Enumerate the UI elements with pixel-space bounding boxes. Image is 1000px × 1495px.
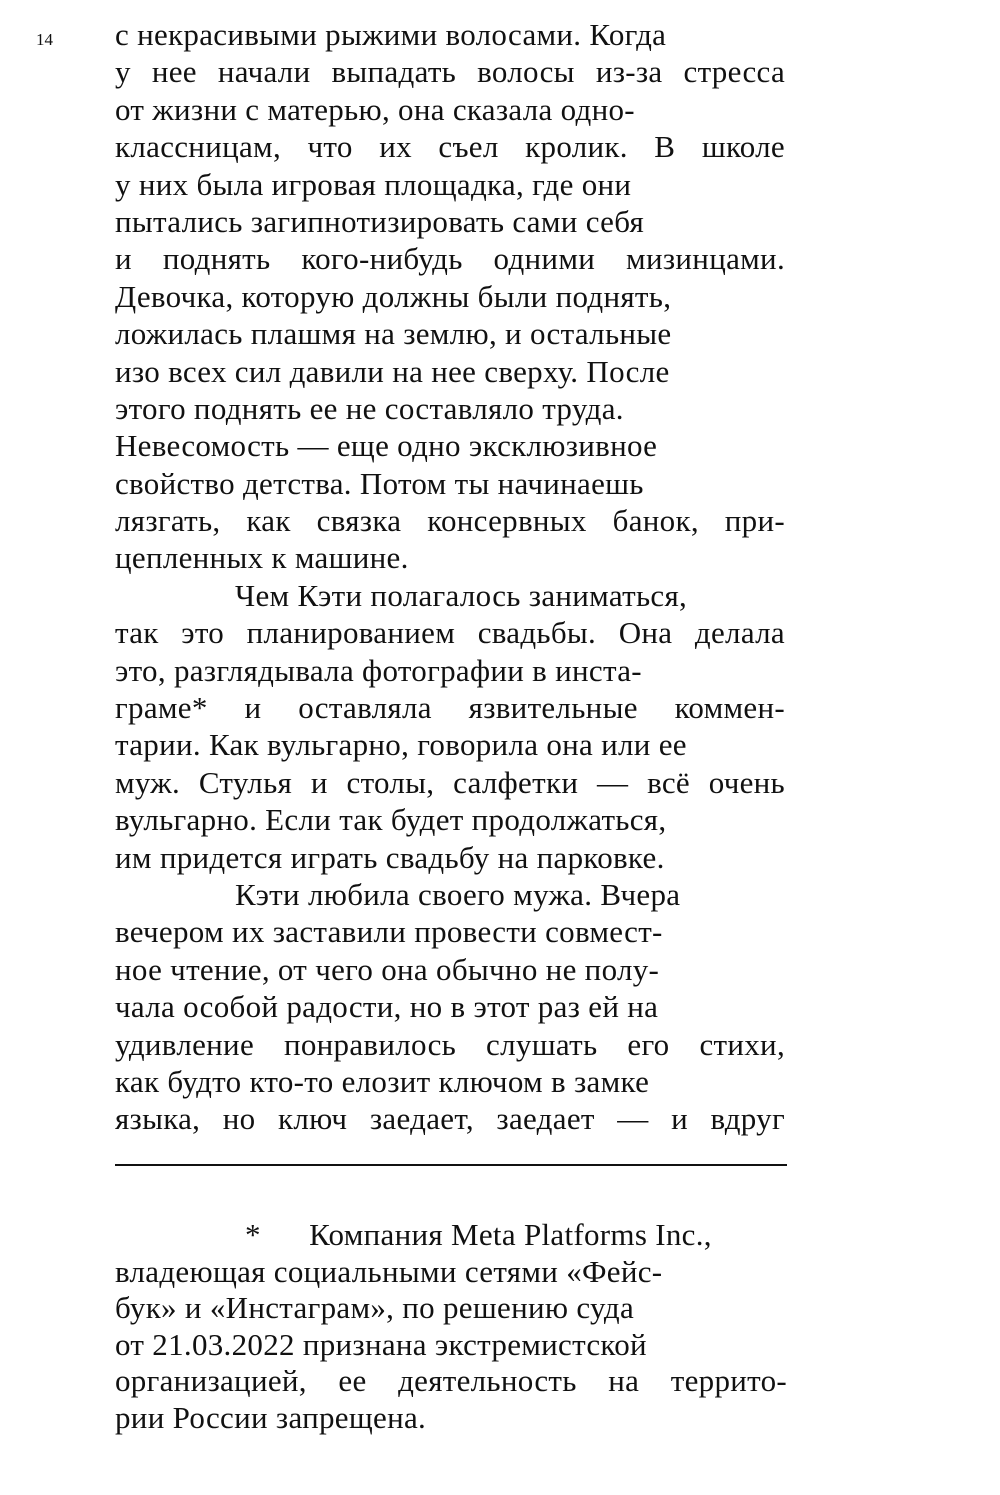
text-line: это, разглядывала фотографии в инста- <box>115 652 642 688</box>
text-line: и поднять кого-нибудь одними мизинцами. <box>115 241 785 277</box>
page-number: 14 <box>36 30 53 49</box>
text-line: свойство детства. Потом ты начинаешь <box>115 465 644 501</box>
text-line: у нее начали выпадать волосы из-за стресса <box>115 54 785 90</box>
text-line: чала особой радости, но в этот раз ей на <box>115 989 659 1025</box>
text-line: с некрасивыми рыжими волосами. Когда <box>115 17 667 52</box>
footnote-line: бук» и «Инстаграм», по решению суда <box>115 1290 635 1325</box>
footnote-line: * Компания Meta Platforms Inc., <box>245 1217 712 1252</box>
text-line: от жизни с матерью, она сказала одно- <box>115 91 635 127</box>
text-line: изо всех сил давили на нее сверху. После <box>115 353 670 389</box>
body-text <box>115 16 785 1138</box>
text-line: так это планированием свадьбы. Она делала <box>115 615 785 651</box>
text-line: граме* и оставляла язвительные коммен- <box>115 690 785 726</box>
text-line: Чем Кэти полагалось заниматься, <box>235 577 688 613</box>
footnote-line: рии России запрещена. <box>115 1399 427 1435</box>
text-line: тарии. Как вульгарно, говорила она или ее <box>115 727 687 763</box>
footnote-line: владеющая социальными сетями «Фейс- <box>115 1253 663 1289</box>
text-line: муж. Стулья и столы, салфетки — всё очень <box>115 764 785 800</box>
text-line: цепленных к машине. <box>115 540 409 576</box>
footnote-line: организацией, ее деятельность на террито- <box>115 1363 787 1398</box>
text-line: классницам, что их съел кролик. В школе <box>115 129 785 165</box>
text-line: как будто кто-то елозит ключом в замке <box>115 1063 650 1099</box>
text-line: им придется играть свадьбу на парковке. <box>115 839 665 875</box>
text-line: Кэти любила своего мужа. Вчера <box>235 876 681 912</box>
text-line: вечером их заставили провести совмест- <box>115 914 663 950</box>
text-line: этого поднять ее не составляло труда. <box>115 390 624 426</box>
text-line: ложилась плашмя на землю, и остальные <box>115 316 672 352</box>
text-line: вульгарно. Если так будет продолжаться, <box>115 802 667 838</box>
footnote-line: от 21.03.2022 признана экстремистской <box>115 1326 647 1362</box>
text-line: Невесомость — еще одно эксклюзивное <box>115 428 658 464</box>
text-line: ное чтение, от чего она обычно не полу- <box>115 951 660 987</box>
text-line: языка, но ключ заедает, заедает — и вдруг <box>115 1101 785 1137</box>
text-line: удивление понравилось слушать его стихи, <box>115 1026 785 1062</box>
footnote-divider <box>115 1164 787 1166</box>
text-line: пытались загипнотизировать сами себя <box>115 203 645 239</box>
footnote <box>115 1217 787 1436</box>
text-line: Девочка, которую должны были поднять, <box>115 278 672 314</box>
text-line: лязгать, как связка консервных банок, при- <box>115 503 785 539</box>
text-line: у них была игровая площадка, где они <box>115 166 632 202</box>
